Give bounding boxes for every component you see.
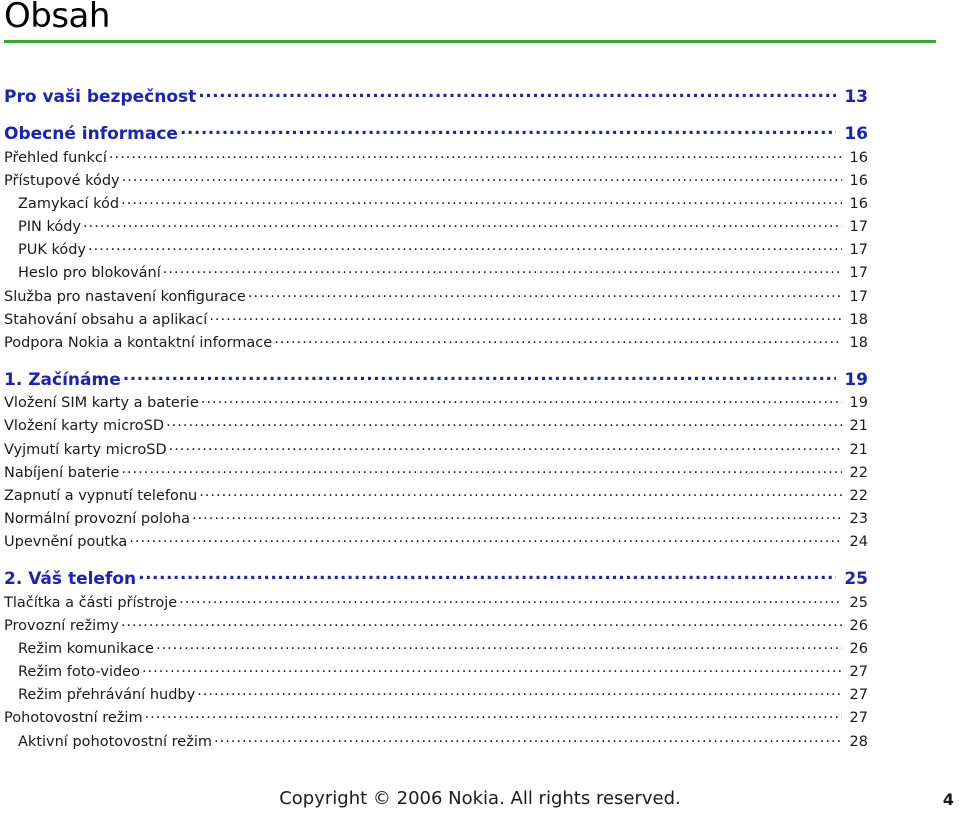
toc-entry-label: Zapnutí a vypnutí telefonu xyxy=(4,487,198,504)
toc-dot-leader xyxy=(109,147,842,162)
toc-dot-leader xyxy=(197,685,841,700)
page-title: Obsah xyxy=(4,0,110,36)
toc-page-number: 16 xyxy=(849,149,868,166)
toc-entry-label: Vložení SIM karty a baterie xyxy=(4,395,199,412)
toc-entry-label: Přehled funkcí xyxy=(4,149,107,166)
toc-entry-link[interactable] xyxy=(4,416,868,439)
toc-dot-leader xyxy=(145,708,842,723)
toc-page-number: 16 xyxy=(844,124,868,144)
toc-entry-link[interactable] xyxy=(4,731,868,754)
toc-page-number: 27 xyxy=(849,664,868,681)
toc-dot-leader xyxy=(274,333,841,348)
toc-entry-label: Heslo pro blokování xyxy=(18,265,161,282)
toc-dot-leader xyxy=(169,439,842,454)
toc-dot-leader xyxy=(121,193,841,208)
toc-page-number: 17 xyxy=(849,219,868,236)
toc-entry-label: Normální provozní poloha xyxy=(4,511,190,528)
toc-entry-label: Přístupové kódy xyxy=(4,172,120,189)
toc-page-number: 27 xyxy=(849,710,868,727)
toc-page-number: 22 xyxy=(849,487,868,504)
toc-page-number: 18 xyxy=(849,311,868,328)
footer-copyright: Copyright © 2006 Nokia. All rights reserved. xyxy=(279,788,681,809)
toc-entry-label: Vyjmutí karty microSD xyxy=(4,441,167,458)
toc-entry-link[interactable] xyxy=(4,509,868,532)
toc-entry-link[interactable] xyxy=(4,638,868,661)
toc-dot-leader xyxy=(138,567,836,584)
toc-entry-link[interactable] xyxy=(4,263,868,286)
toc-dot-leader xyxy=(88,240,842,255)
toc-page-number: 17 xyxy=(849,288,868,305)
toc-dot-leader xyxy=(179,592,841,607)
toc-entry-link[interactable] xyxy=(4,193,868,216)
toc-entry-link[interactable] xyxy=(4,170,868,193)
toc-dot-leader xyxy=(248,286,842,301)
toc-dot-leader xyxy=(83,217,842,232)
toc-section-link[interactable] xyxy=(4,567,868,592)
toc-page-number: 21 xyxy=(849,441,868,458)
title-rule xyxy=(4,40,936,43)
toc-entry-label: 2. Váš telefon xyxy=(4,569,137,589)
toc-entry-label: 1. Začínáme xyxy=(4,369,121,390)
toc-entry-label: Pohotovostní režim xyxy=(4,710,143,727)
toc-dot-leader xyxy=(142,662,842,677)
table-of-contents xyxy=(4,85,868,754)
toc-dot-leader xyxy=(163,263,842,278)
toc-entry-label: Provozní režimy xyxy=(4,617,119,634)
toc-page-number: 24 xyxy=(849,534,868,551)
toc-dot-leader xyxy=(209,309,841,324)
toc-entry-link[interactable] xyxy=(4,485,868,508)
toc-dot-leader xyxy=(156,638,842,653)
toc-page-number: 21 xyxy=(849,418,868,435)
toc-entry-link[interactable] xyxy=(4,615,868,638)
toc-entry-label: Zamykací kód xyxy=(18,195,120,212)
toc-dot-leader xyxy=(121,615,842,630)
toc-page-number: 23 xyxy=(849,511,868,528)
toc-page-number: 22 xyxy=(849,464,868,481)
toc-entry-label: Režim foto-video xyxy=(18,664,140,681)
toc-dot-leader xyxy=(122,170,842,185)
toc-entry-label: PUK kódy xyxy=(18,242,87,259)
toc-dot-leader xyxy=(192,509,842,524)
toc-entry-link[interactable] xyxy=(4,217,868,240)
toc-entry-label: Služba pro nastavení konfigurace xyxy=(4,288,246,305)
toc-page-number: 26 xyxy=(849,617,868,634)
toc-dot-leader xyxy=(129,532,841,547)
toc-entry-link[interactable] xyxy=(4,309,868,332)
toc-entry-link[interactable] xyxy=(4,462,868,485)
toc-page-number: 19 xyxy=(844,369,868,390)
toc-dot-leader xyxy=(214,731,842,746)
toc-entry-label: Nabíjení baterie xyxy=(4,464,120,481)
toc-entry-label: Vložení karty microSD xyxy=(4,418,165,435)
toc-entry-link[interactable] xyxy=(4,685,868,708)
page-number: 4 xyxy=(942,790,954,809)
toc-entry-label: Aktivní pohotovostní režim xyxy=(18,733,212,750)
toc-entry-link[interactable] xyxy=(4,662,868,685)
toc-dot-leader xyxy=(180,122,836,139)
toc-page-number: 25 xyxy=(849,594,868,611)
toc-dot-leader xyxy=(121,462,841,477)
toc-entry-label: Podpora Nokia a kontaktní informace xyxy=(4,335,273,351)
toc-entry-link[interactable] xyxy=(4,286,868,309)
toc-entry-link[interactable] xyxy=(4,592,868,615)
toc-page-number: 17 xyxy=(849,265,868,282)
toc-entry-label: PIN kódy xyxy=(18,219,82,236)
toc-page-number: 25 xyxy=(844,569,868,589)
toc-dot-leader xyxy=(123,368,837,385)
toc-entry-link[interactable] xyxy=(4,532,868,555)
toc-entry-link[interactable] xyxy=(4,147,868,170)
toc-page-number: 28 xyxy=(849,733,868,750)
toc-entry-link[interactable] xyxy=(4,439,868,462)
toc-entry-label: Obecné informace xyxy=(4,124,178,144)
toc-section-link[interactable] xyxy=(4,368,868,393)
toc-entry-link[interactable] xyxy=(4,333,868,356)
toc-page-number: 18 xyxy=(849,335,868,351)
toc-section-link[interactable] xyxy=(4,122,868,147)
toc-page-number: 27 xyxy=(849,687,868,704)
toc-page-number: 13 xyxy=(844,87,868,107)
toc-entry-label: Pro vaši bezpečnost xyxy=(4,87,197,107)
toc-entry-label: Upevnění poutka xyxy=(4,534,128,551)
toc-section-link[interactable] xyxy=(4,85,868,110)
toc-dot-leader xyxy=(166,416,841,431)
toc-entry-label: Režim komunikace xyxy=(18,640,154,657)
toc-entry-label: Režim přehrávání hudby xyxy=(18,687,196,704)
toc-dot-leader xyxy=(201,393,842,408)
toc-entry-link[interactable] xyxy=(4,240,868,263)
toc-page-number: 19 xyxy=(849,395,868,412)
toc-dot-leader xyxy=(199,485,841,500)
toc-page-number: 16 xyxy=(849,172,868,189)
toc-entry-link[interactable] xyxy=(4,393,868,416)
toc-page-number: 26 xyxy=(849,640,868,657)
toc-entry-label: Stahování obsahu a aplikací xyxy=(4,311,208,328)
toc-page-number: 17 xyxy=(849,242,868,259)
toc-entry-label: Tlačítka a části přístroje xyxy=(4,594,178,611)
toc-entry-link[interactable] xyxy=(4,708,868,731)
toc-dot-leader xyxy=(198,85,836,102)
toc-page-number: 16 xyxy=(849,195,868,212)
